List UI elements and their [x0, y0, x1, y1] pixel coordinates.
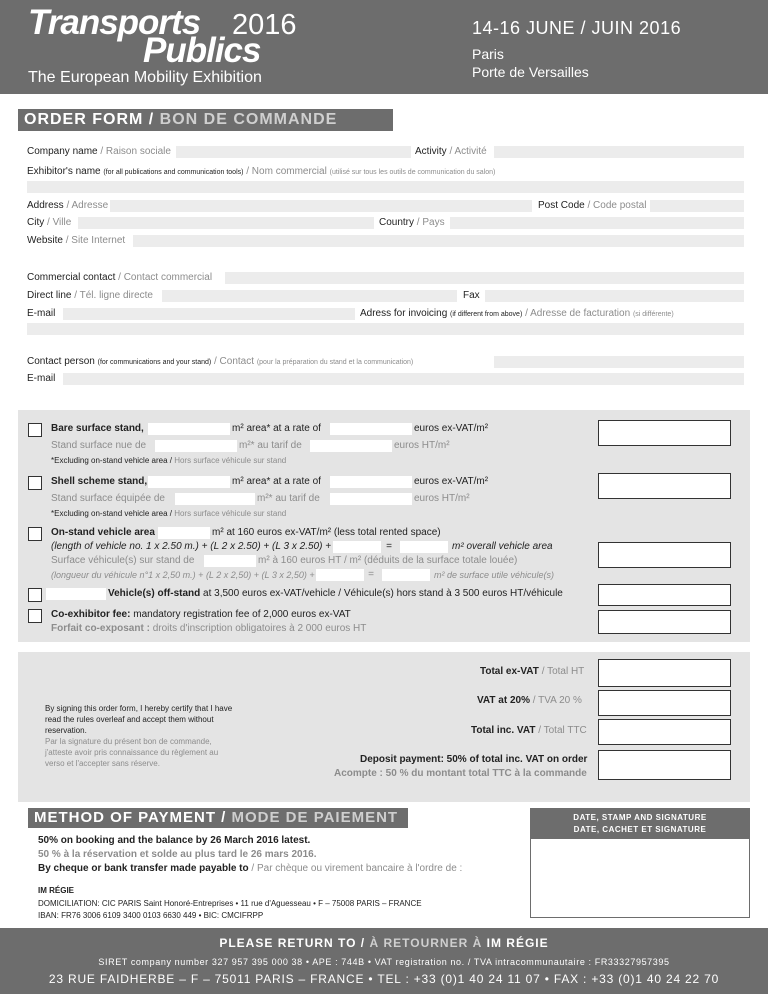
- exhibitor-name-label-fr: / Nom commercial: [246, 166, 327, 177]
- co-exhibitor-label-en-bold: Co-exhibitor fee:: [51, 609, 131, 620]
- shell-stand-area-label: m² area* at a rate of: [232, 476, 321, 487]
- bare-stand-checkbox[interactable]: [28, 423, 42, 437]
- exhibitor-name-note-fr: (utilisé sur tous les outils de communication du salon): [329, 169, 496, 176]
- commercial-contact-label-en: Commercial contact: [27, 272, 116, 283]
- post-code-label-en: Post Code: [538, 200, 585, 211]
- invoicing-address-field[interactable]: [27, 323, 744, 335]
- bare-stand-area-label: m² area* at a rate of: [232, 423, 321, 434]
- direct-line-label-en: Direct line: [27, 290, 72, 301]
- exhibitor-name-note-en: (for all publications and communication tools): [103, 169, 244, 176]
- order-form-title-fr: BON DE COMMANDE: [159, 111, 338, 128]
- post-code-label-fr: / Code postal: [587, 200, 647, 211]
- bare-stand-area-field-fr[interactable]: [155, 440, 237, 452]
- vehicle-area-field-fr[interactable]: [204, 555, 256, 567]
- vehicle-area-label-en: On-stand vehicle area: [51, 527, 155, 538]
- bare-excl-en: *Excluding on-stand vehicle area /: [51, 456, 172, 465]
- company-name-field[interactable]: [176, 146, 411, 158]
- bank-iban: IBAN: FR76 3006 6109 3400 0103 6630 449 • BIC: CMCIFRPP: [38, 911, 264, 920]
- invoicing-label-fr: / Adresse de facturation: [525, 308, 631, 319]
- contact-person-note-fr: (pour la préparation du stand et la communication): [256, 359, 414, 366]
- total-ttc-label-fr: / Total TTC: [538, 725, 587, 736]
- vehicle-overall-field[interactable]: [400, 541, 448, 553]
- co-exhibitor-label-en: [51, 609, 351, 621]
- contact-email-field[interactable]: [63, 373, 744, 385]
- activity-label-en: Activity: [415, 146, 447, 157]
- bare-stand-label-en: Bare surface stand,: [51, 423, 144, 434]
- logo-publics: Publics: [143, 31, 261, 70]
- vat-label: [477, 695, 582, 707]
- total-ttc-box[interactable]: [598, 719, 731, 745]
- footer-return-line: [0, 936, 768, 950]
- commercial-contact-label: [27, 272, 212, 284]
- shell-stand-label-en: Shell scheme stand,: [51, 476, 148, 487]
- activity-label-fr: / Activité: [449, 146, 487, 157]
- payment-line-3: [38, 863, 462, 875]
- website-label: [27, 235, 125, 247]
- cert-fr-2: j'atteste avoir pris connaissance du règlement au: [45, 748, 219, 757]
- cert-en-3: reservation.: [45, 726, 87, 735]
- header-banner: [0, 0, 768, 94]
- address-label-fr: / Adresse: [66, 200, 109, 211]
- website-label-en: Website: [27, 235, 63, 246]
- bare-excl-fr: Hors surface véhicule sur stand: [174, 456, 287, 465]
- event-venue: Porte de Versailles: [472, 64, 589, 80]
- contact-person-field[interactable]: [494, 356, 744, 368]
- invoicing-note-fr: (si différente): [632, 311, 674, 318]
- event-dates: 14-16 JUNE / JUIN 2016: [472, 18, 682, 38]
- bare-stand-area-label-fr: m²* au tarif de: [239, 440, 302, 451]
- shell-stand-label-fr: Stand surface équipée de: [51, 493, 165, 504]
- city-field[interactable]: [78, 217, 374, 229]
- signature-label-en: DATE, STAMP AND SIGNATURE: [573, 813, 707, 822]
- co-exhibitor-amount-box[interactable]: [598, 610, 731, 634]
- post-code-field[interactable]: [650, 200, 744, 212]
- footer-return-name: IM RÉGIE: [486, 936, 549, 950]
- country-label: [379, 217, 445, 229]
- payment-method-title: [28, 808, 408, 828]
- order-form-title: [18, 109, 393, 131]
- payment-line-3-fr: / Par chèque ou virement bancaire à l'ordre de :: [251, 863, 463, 874]
- bare-stand-area-field[interactable]: [148, 423, 230, 435]
- bare-stand-label-fr: Stand surface nue de: [51, 440, 147, 451]
- co-exhibitor-label-en-rest: mandatory registration fee of 2,000 euros ex-VAT: [133, 609, 351, 620]
- bare-stand-amount-box[interactable]: [598, 420, 731, 446]
- footer-return-en: PLEASE RETURN TO /: [219, 936, 366, 950]
- footer-siret: SIRET company number 327 957 395 000 38 • APE : 744B • VAT registration no. / TVA intracommunautaire : FR33327957395: [98, 957, 670, 967]
- shell-stand-rate-field-fr[interactable]: [330, 493, 412, 505]
- bank-domiciliation: DOMICILIATION: CIC PARIS Saint Honoré-Entreprises • 11 rue d'Aguesseau • F – 75008 PARIS – FRANCE: [38, 899, 422, 908]
- vehicle-rate-label: m² at 160 euros ex-VAT/m² (less total rented space): [212, 527, 441, 538]
- activity-field[interactable]: [494, 146, 744, 158]
- total-ht-label: [480, 666, 584, 678]
- address-field[interactable]: [110, 200, 532, 212]
- footer: [0, 928, 768, 994]
- vehicle-overall-field-fr[interactable]: [382, 569, 430, 581]
- deposit-label-en: Deposit payment: 50% of total inc. VAT on order: [360, 754, 588, 765]
- total-ttc-label: [471, 725, 587, 737]
- shell-stand-rate-field[interactable]: [330, 476, 412, 488]
- co-exhibitor-label-fr-rest: droits d'inscription obligatoires à 2 000 euros HT: [152, 623, 367, 634]
- bare-stand-rate-field[interactable]: [330, 423, 412, 435]
- exhibitor-name-label-en: Exhibitor's name: [27, 166, 101, 177]
- vehicle-overall-label: m² overall vehicle area: [452, 541, 553, 552]
- direct-line-label: [27, 290, 153, 302]
- direct-line-field[interactable]: [162, 290, 457, 302]
- country-label-en: Country: [379, 217, 415, 228]
- cert-en-1: By signing this order form, I hereby certify that I have: [45, 704, 233, 713]
- footer-return-fr: À RETOURNER À: [369, 936, 483, 950]
- company-name-label-fr: / Raison sociale: [100, 146, 171, 157]
- shell-stand-area-field[interactable]: [148, 476, 230, 488]
- vehicle-area-amount-box[interactable]: [598, 542, 731, 568]
- deposit-label-fr: Acompte : 50 % du montant total TTC à la commande: [334, 768, 587, 779]
- order-form-title-en: ORDER FORM /: [24, 111, 155, 128]
- fax-label: Fax: [463, 290, 480, 301]
- website-field[interactable]: [133, 235, 744, 247]
- payment-title-fr: MODE DE PAIEMENT: [231, 809, 399, 826]
- company-name-label: [27, 146, 171, 158]
- vat-label-en: VAT at 20%: [477, 695, 530, 706]
- cert-en-2: read the rules overleaf and accept them without: [45, 715, 214, 724]
- offstand-vehicle-label: [108, 588, 563, 600]
- total-ht-box[interactable]: [598, 659, 731, 687]
- shell-stand-area-field-fr[interactable]: [175, 493, 255, 505]
- contact-email-label: E-mail: [27, 373, 56, 384]
- logo-year: 2016: [232, 9, 297, 41]
- payment-title-en: METHOD OF PAYMENT /: [34, 809, 227, 826]
- country-field[interactable]: [450, 217, 744, 229]
- payment-line-3-bold: By cheque or bank transfer made payable to: [38, 863, 249, 874]
- bare-stand-exclusion-note: [51, 455, 286, 467]
- shell-stand-exclusion-note: [51, 508, 286, 520]
- contact-person-label: [27, 356, 413, 369]
- event-city: Paris: [472, 46, 504, 62]
- shell-excl-fr: Hors surface véhicule sur stand: [174, 509, 287, 518]
- country-label-fr: / Pays: [416, 217, 445, 228]
- fax-field[interactable]: [485, 290, 744, 302]
- shell-stand-amount-box[interactable]: [598, 473, 731, 499]
- exhibitor-name-field[interactable]: [27, 181, 744, 193]
- commercial-contact-field[interactable]: [225, 272, 744, 284]
- vat-box[interactable]: [598, 690, 731, 716]
- shell-stand-unit: euros ex-VAT/m²: [414, 476, 489, 487]
- cert-fr-1: Par la signature du présent bon de commande,: [45, 737, 212, 746]
- exhibitor-name-label: [27, 166, 495, 179]
- offstand-vehicle-checkbox[interactable]: [28, 588, 42, 602]
- logo-transports: Transports: [28, 3, 201, 42]
- invoicing-note-en: (if different from above): [450, 311, 523, 318]
- vehicle-overall-label-fr: m² de surface utile véhicule(s): [434, 570, 555, 580]
- total-ht-label-en: Total ex-VAT: [480, 666, 539, 677]
- city-label-en: City: [27, 217, 45, 228]
- vehicle-formula-field-fr[interactable]: [316, 569, 364, 581]
- contact-person-note-en: (for communications and your stand): [97, 359, 212, 366]
- commercial-contact-label-fr: / Contact commercial: [118, 272, 213, 283]
- signature-label-fr: DATE, CACHET ET SIGNATURE: [573, 825, 707, 834]
- vehicle-formula-field[interactable]: [333, 541, 381, 553]
- vehicle-formula-equals-fr: =: [368, 569, 374, 580]
- shell-stand-unit-fr: euros HT/m²: [414, 493, 470, 504]
- signature-box-header: [531, 809, 749, 839]
- website-label-fr: / Site Internet: [65, 235, 126, 246]
- payment-line-2: 50 % à la réservation et solde au plus tard le 26 mars 2016.: [38, 849, 317, 860]
- bare-stand-unit: euros ex-VAT/m²: [414, 423, 489, 434]
- email-label: E-mail: [27, 308, 56, 319]
- shell-stand-checkbox[interactable]: [28, 476, 42, 490]
- payment-line-1: 50% on booking and the balance by 26 March 2016 latest.: [38, 835, 311, 846]
- contact-person-label-fr: / Contact: [214, 356, 255, 367]
- footer-address: 23 RUE FAIDHERBE – F – 75011 PARIS – FRANCE • TEL : +33 (0)1 40 24 11 07 • FAX : +33 (0)1 40 24 22 70: [48, 972, 720, 986]
- address-label-en: Address: [27, 200, 64, 211]
- shell-stand-area-label-fr: m²* au tarif de: [257, 493, 320, 504]
- certification-text: [45, 703, 232, 769]
- address-label: [27, 200, 108, 212]
- direct-line-label-fr: / Tél. ligne directe: [74, 290, 153, 301]
- bare-stand-unit-fr: euros HT/m²: [394, 440, 450, 451]
- city-label-fr: / Ville: [47, 217, 72, 228]
- vat-label-fr: / TVA 20 %: [532, 695, 582, 706]
- vehicle-area-label-fr: Surface véhicule(s) sur stand de: [51, 555, 195, 566]
- city-label: [27, 217, 71, 229]
- post-code-label: [538, 200, 646, 212]
- email-field[interactable]: [63, 308, 355, 320]
- invoicing-address-label: [360, 308, 674, 321]
- total-ht-label-fr: / Total HT: [541, 666, 585, 677]
- vehicle-area-checkbox[interactable]: [28, 527, 42, 541]
- signature-box[interactable]: [530, 808, 750, 918]
- offstand-vehicle-label-rest: at 3,500 euros ex-VAT/vehicle / Véhicule(s) hors stand à 3 500 euros HT/véhicule: [203, 588, 563, 599]
- offstand-vehicle-count-field[interactable]: [46, 588, 106, 600]
- co-exhibitor-label-fr: [51, 623, 366, 635]
- offstand-vehicle-amount-box[interactable]: [598, 584, 731, 606]
- bare-stand-rate-field-fr[interactable]: [310, 440, 392, 452]
- co-exhibitor-checkbox[interactable]: [28, 609, 42, 623]
- total-ttc-label-en: Total inc. VAT: [471, 725, 536, 736]
- company-name-label-en: Company name: [27, 146, 98, 157]
- vehicle-formula-fr: (longueur du véhicule n°1 x 2,50 m.) + (L 2 x 2,50) + (L 3 x 2,50) +: [51, 570, 315, 580]
- cert-fr-3: verso et l'accepter sans réserve.: [45, 759, 160, 768]
- contact-person-label-en: Contact person: [27, 356, 95, 367]
- vehicle-rate-label-fr: m² à 160 euros HT / m² (déduits de la surface totale louée): [258, 555, 518, 566]
- vehicle-area-field[interactable]: [158, 527, 210, 539]
- vehicle-formula-equals: =: [386, 541, 392, 552]
- vehicle-formula: (length of vehicle no. 1 x 2.50 m.) + (L 2 x 2.50) + (L 3 x 2.50) +: [51, 541, 332, 552]
- shell-excl-en: *Excluding on-stand vehicle area /: [51, 509, 172, 518]
- offstand-vehicle-label-bold: Vehicle(s) off-stand: [108, 588, 201, 599]
- co-exhibitor-label-fr-bold: Forfait co-exposant :: [51, 623, 150, 634]
- logo-tagline: The European Mobility Exhibition: [28, 69, 262, 86]
- invoicing-label-en: Adress for invoicing: [360, 308, 448, 319]
- payee-company: IM RÉGIE: [38, 886, 75, 895]
- deposit-box[interactable]: [598, 750, 731, 780]
- activity-label: [415, 146, 487, 158]
